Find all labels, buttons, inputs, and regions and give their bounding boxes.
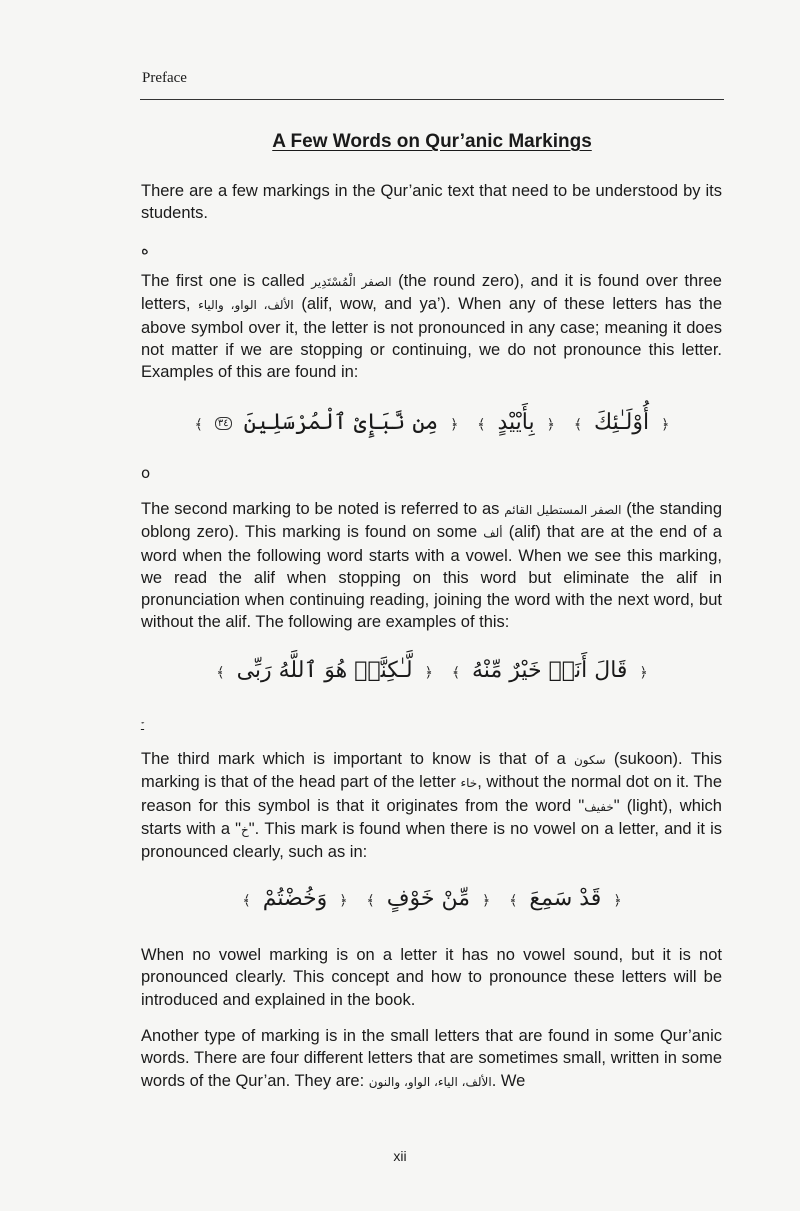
sukoon-symbol: ـۡ	[141, 716, 145, 734]
page-number: xii	[393, 1148, 407, 1164]
round-zero-paragraph: The first one is called الصفر الْمُسْتَدِير (the round zero), and it is found over three letters, الألف، الواو، والياء (alif, wow, and ya’). When any of these letters has the above symbol over it, the letter is not pronounced in any case; meaning it does not matter if we are stopping or continuing, we do not pronounce this letter. Examples of this are found in:	[141, 272, 722, 382]
oblong-zero-symbol: o	[141, 464, 151, 482]
oblong-zero-examples: ﴿قَالَ أَنَا۠ خَيْرٌ مِّنْهُ﴾ ﴿لَّـٰكِنَّا۠ هُوَ ٱللَّهُ رَبِّى﴾	[216, 658, 648, 683]
round-zero-examples: ﴿أُوْلَـٰئِكَ﴾ ﴿بِأَيْيْدٍ﴾ ﴿مِن نَّبَإِىْ ٱلْمُرْسَلِينَ٣٤﴾	[194, 410, 670, 435]
example-word: قَالَ أَنَا۠ خَيْرٌ مِّنْهُ	[472, 658, 628, 683]
example-word: بِأَيْيْدٍ	[497, 410, 535, 435]
section-heading: A Few Words on Qur’anic Markings	[272, 131, 592, 152]
sukoon-examples: ﴿قَدْ سَمِعَ﴾ ﴿مِّنْ خَوْفٍ﴾ ﴿وَخُضْتُمْ﴾	[242, 886, 622, 911]
small-letters-paragraph: Another type of marking is in the small letters that are found in some Qur’anic words. There are four different letters that are sometimes small, written in some words of the Qur’an. They are: الألف، الياء، الواو، والنون. We	[141, 1027, 722, 1090]
example-word: وَخُضْتُمْ	[262, 886, 328, 911]
example-word: مِّنْ خَوْفٍ	[386, 886, 470, 911]
sukoon-paragraph: The third mark which is important to know is that of a سكون (sukoon). This marking is that of the head part of the letter خاء, without the normal dot on it. The reason for this symbol is that it originates from the word "خفيف" (light), which starts with a "خ". This mark is found when there is no vowel on a letter, and it is pronounced clearly, such as in:	[141, 750, 722, 862]
example-word: قَدْ سَمِعَ	[529, 886, 602, 911]
no-vowel-paragraph: When no vowel marking is on a letter it has no vowel sound, but it is not pronounced clearly. This concept and how to pronounce these letters will be introduced and explained in the book.	[141, 946, 722, 1009]
running-header: Preface	[142, 70, 187, 86]
oblong-zero-paragraph: The second marking to be noted is referred to as الصفر المستطيل القائم (the standing oblong zero). This marking is found on some ألف (alif) that are at the end of a word when the following word starts with a vowel. When we see this marking, we read the alif when stopping on this word but eliminate the alif in pronunciation when continuing reading, joining the word with the next word, but without the alif. The following are examples of this:	[141, 500, 722, 632]
intro-paragraph: There are a few markings in the Qur’anic text that need to be understood by its students.	[141, 182, 722, 223]
example-word: أُوْلَـٰئِكَ	[594, 410, 650, 435]
round-zero-symbol: ە	[141, 240, 149, 258]
ayah-number-marker: ٣٤	[215, 417, 232, 430]
example-word: مِن نَّبَإِىْ ٱلْمُرْسَلِينَ	[243, 410, 439, 435]
example-word: لَّـٰكِنَّا۠ هُوَ ٱللَّهُ رَبِّى	[236, 658, 413, 683]
header-rule	[140, 99, 724, 100]
